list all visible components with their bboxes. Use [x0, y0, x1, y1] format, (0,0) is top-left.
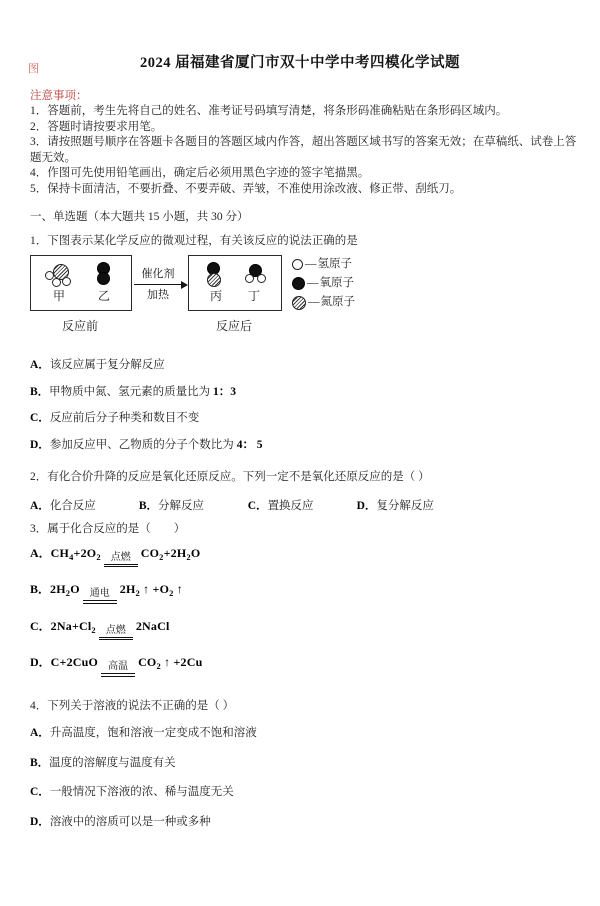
- option-key: A．: [30, 727, 50, 739]
- formula-rhs: $CO_2+2H_2O$: [140, 545, 201, 562]
- equation-option: [30, 655, 586, 677]
- option-text: 该反应属于复分解反应: [49, 359, 165, 371]
- before-reaction-caption: 反应前: [61, 319, 98, 333]
- molecule-bing: [207, 262, 222, 288]
- option-text: 复分解反应: [376, 499, 434, 512]
- option-text: 分解反应: [158, 499, 205, 512]
- option-text: 化合反应: [49, 499, 96, 512]
- option-text: 置换反应: [267, 499, 314, 512]
- arrow-condition-heat: 加热: [147, 289, 169, 301]
- nitrogen-atom-icon: [292, 296, 306, 310]
- legend-row: [292, 293, 355, 312]
- question-1-stem: 1．下图表示某化学反应的微观过程，有关该反应的说法正确的是: [30, 234, 358, 247]
- legend-dash: —: [305, 257, 317, 270]
- option-key: D．: [30, 438, 50, 451]
- question-4-stem: 4．下列关于溶液的说法不正确的是（ ）: [30, 699, 235, 712]
- legend-label: 氢原子: [317, 257, 352, 270]
- legend-label: 氧原子: [319, 276, 354, 289]
- reaction-condition: 点燃: [99, 625, 133, 641]
- question-3-stem: 3．属于化合反应的是（ ）: [30, 523, 186, 535]
- legend-row: [292, 274, 355, 293]
- formula-rhs: $2H_2$ ↑ $+O_2$ ↑: [119, 582, 183, 598]
- option-text: 一般情况下溶液的浓、稀与温度无关: [49, 786, 234, 798]
- q2-options-row: [30, 499, 586, 515]
- molecule-yi: [97, 262, 111, 287]
- option-bold-text: 4： 5: [236, 438, 263, 451]
- option-key: D．: [356, 499, 377, 512]
- page-title: 2024 届福建省厦门市双十中学中考四模化学试题: [139, 55, 461, 71]
- equation-option: [30, 546, 586, 568]
- option-key: C．: [30, 618, 51, 633]
- option-text: 反应前后分子种类和数目不变: [49, 412, 200, 424]
- option-key: A．: [30, 499, 50, 512]
- molecule-ding: [245, 264, 267, 286]
- legend-dash: —: [307, 276, 319, 289]
- formula-lhs: $CH_4+2O_2$: [50, 545, 101, 562]
- option-key: A．: [30, 359, 50, 371]
- option-key: B．: [138, 499, 159, 512]
- q1-option-a: [30, 358, 586, 374]
- notice-item: 3．请按照题号顺序在答题卡各题目的答题区域内作答，超出答题区域书写的答案无效；在草稿纸、试卷上答题无效。: [30, 136, 577, 164]
- formula-lhs: $2Na+Cl_2$: [50, 618, 96, 635]
- notice-item: 5．保持卡面清洁，不要折叠、不要弄破、弄皱，不准使用涂改液、修正带、刮纸刀。: [30, 182, 462, 195]
- formula-lhs: $2H_2O$: [50, 582, 80, 598]
- option-key: A．: [30, 545, 51, 560]
- q2-option-c: [248, 499, 354, 515]
- question-2-stem: 2．有化合价升降的反应是氧化还原反应。下列一定不是氧化还原反应的是（ ）: [30, 471, 430, 483]
- hydrogen-atom-icon: [245, 274, 254, 283]
- q4-option-b: [30, 756, 586, 772]
- legend-dash: —: [308, 295, 320, 308]
- formula-rhs: $CO_2$ ↑ +2Cu: [138, 655, 203, 671]
- after-reaction-box: [188, 255, 282, 311]
- notice-heading: 注意事项：: [30, 89, 88, 102]
- reaction-condition: 点燃: [104, 552, 138, 568]
- before-reaction-box: [30, 255, 132, 311]
- formula-lhs: C+2CuO: [50, 655, 99, 669]
- option-text: 溶液中的溶质可以是一种或多种: [49, 815, 211, 828]
- option-key: B．: [30, 582, 51, 596]
- option-text: 温度的溶解度与温度有关: [49, 756, 176, 769]
- hydrogen-atom-icon: [62, 277, 71, 286]
- option-key: C．: [30, 412, 50, 424]
- oxygen-atom-icon: [292, 277, 305, 290]
- arrow-condition-catalyst: 催化剂: [141, 268, 175, 280]
- reaction-arrow-head-icon: [181, 281, 188, 289]
- formula-rhs: 2NaCl: [135, 618, 170, 633]
- option-key: C．: [30, 786, 50, 798]
- molecule-jia: [45, 264, 75, 290]
- molecule-ding-label: 丁: [247, 289, 260, 303]
- option-text: 升高温度，饱和溶液一定变成不饱和溶液: [49, 727, 257, 739]
- q2-option-b: [139, 499, 245, 515]
- hydrogen-atom-icon: [257, 274, 266, 283]
- reaction-condition: 高温: [101, 661, 135, 677]
- molecule-bing-label: 丙: [209, 289, 222, 303]
- q2-option-a: [30, 499, 136, 515]
- q1-option-c: [30, 411, 586, 427]
- option-text: 甲物质中氮、氢元素的质量比为: [49, 385, 214, 398]
- reaction-diagram: [30, 255, 600, 347]
- option-key: C．: [247, 499, 268, 512]
- oxygen-atom-icon: [97, 272, 110, 285]
- q1-option-d: [30, 438, 586, 454]
- option-key: B．: [30, 756, 50, 769]
- nitrogen-atom-icon: [207, 273, 221, 287]
- after-reaction-caption: 反应后: [215, 319, 252, 333]
- legend-label: 氮原子: [320, 295, 355, 308]
- q4-option-a: [30, 726, 586, 742]
- equation-option: [30, 582, 586, 604]
- hydrogen-atom-icon: [292, 259, 303, 270]
- q3-equation-options: [0, 546, 600, 677]
- reaction-arrow: [134, 284, 182, 285]
- notice-item: 2．答题时请按要求用笔。: [30, 120, 163, 133]
- option-key: B．: [30, 385, 50, 398]
- option-text: 参加反应甲、乙物质的分子个数比为: [49, 438, 237, 451]
- notice-item: 1．答题前，考生先将自己的姓名、准考证号码填写清楚，将条形码准确粘贴在条形码区域内。: [30, 105, 508, 117]
- option-key: D．: [30, 815, 50, 828]
- q1-option-b: [30, 385, 586, 401]
- reaction-condition: 通电: [83, 588, 117, 604]
- hydrogen-atom-icon: [52, 278, 61, 287]
- exam-paper-page: [0, 56, 600, 906]
- option-bold-text: 1：3: [213, 385, 237, 398]
- section-heading: 一、单选题（本大题共 15 小题，共 30 分）: [30, 211, 249, 223]
- atom-legend: [292, 255, 355, 312]
- molecule-jia-label: 甲: [52, 289, 65, 303]
- equation-option: [30, 619, 586, 641]
- legend-row: [292, 255, 355, 274]
- site-logo-mark: 图: [28, 63, 39, 75]
- q4-option-c: [30, 785, 586, 801]
- q2-option-d: [357, 499, 434, 515]
- option-key: D．: [30, 655, 51, 669]
- q4-option-d: [30, 815, 586, 831]
- notice-item: 4．作图可先使用铅笔画出，确定后必须用黑色字迹的签字笔描黑。: [30, 167, 370, 179]
- molecule-yi-label: 乙: [97, 289, 110, 303]
